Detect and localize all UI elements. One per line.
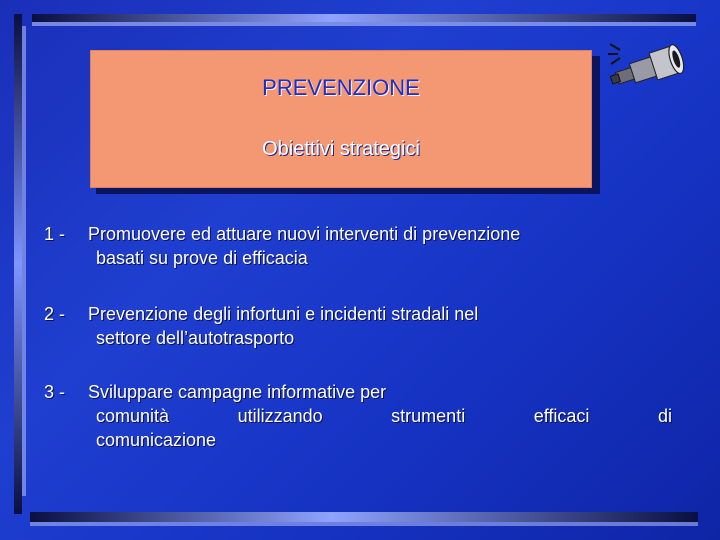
objective-text-line: settore dell’autotrasporto bbox=[96, 328, 295, 348]
decorative-frame-top-highlight bbox=[32, 22, 696, 26]
objective-item-1 bbox=[44, 222, 520, 270]
objective-text-line: Promuovere ed attuare nuovi interventi di prevenzione bbox=[88, 224, 521, 244]
objective-item-2 bbox=[44, 302, 478, 350]
objective-word: utilizzando bbox=[237, 406, 323, 426]
objective-word: di bbox=[657, 406, 672, 426]
decorative-frame-top bbox=[32, 14, 696, 22]
decorative-frame-bottom bbox=[30, 512, 698, 522]
decorative-frame-left bbox=[14, 14, 22, 514]
decorative-frame-bottom-highlight bbox=[30, 522, 698, 526]
telescope-icon bbox=[606, 40, 692, 98]
objective-text-line: Sviluppare campagne informative per bbox=[88, 382, 387, 402]
objective-text-line: basati su prove di efficacia bbox=[96, 248, 308, 268]
objective-text-line: Prevenzione degli infortuni e incidenti stradali nel bbox=[88, 304, 479, 324]
objective-word: comunità bbox=[96, 406, 170, 426]
objective-number: 2 - bbox=[44, 304, 66, 324]
objective-word: strumenti bbox=[391, 406, 466, 426]
title-box bbox=[90, 50, 592, 188]
objective-item-3 bbox=[44, 380, 672, 452]
decorative-frame-left-highlight bbox=[22, 26, 26, 496]
objective-text-line: comunicazione bbox=[96, 430, 217, 450]
objective-text-line bbox=[96, 404, 672, 428]
objective-number: 1 - bbox=[44, 224, 66, 244]
slide-subtitle: Obiettivi strategici bbox=[262, 138, 420, 160]
objective-number: 3 - bbox=[44, 382, 66, 402]
slide-title: PREVENZIONE bbox=[262, 75, 420, 100]
objective-word: efficaci bbox=[533, 406, 590, 426]
